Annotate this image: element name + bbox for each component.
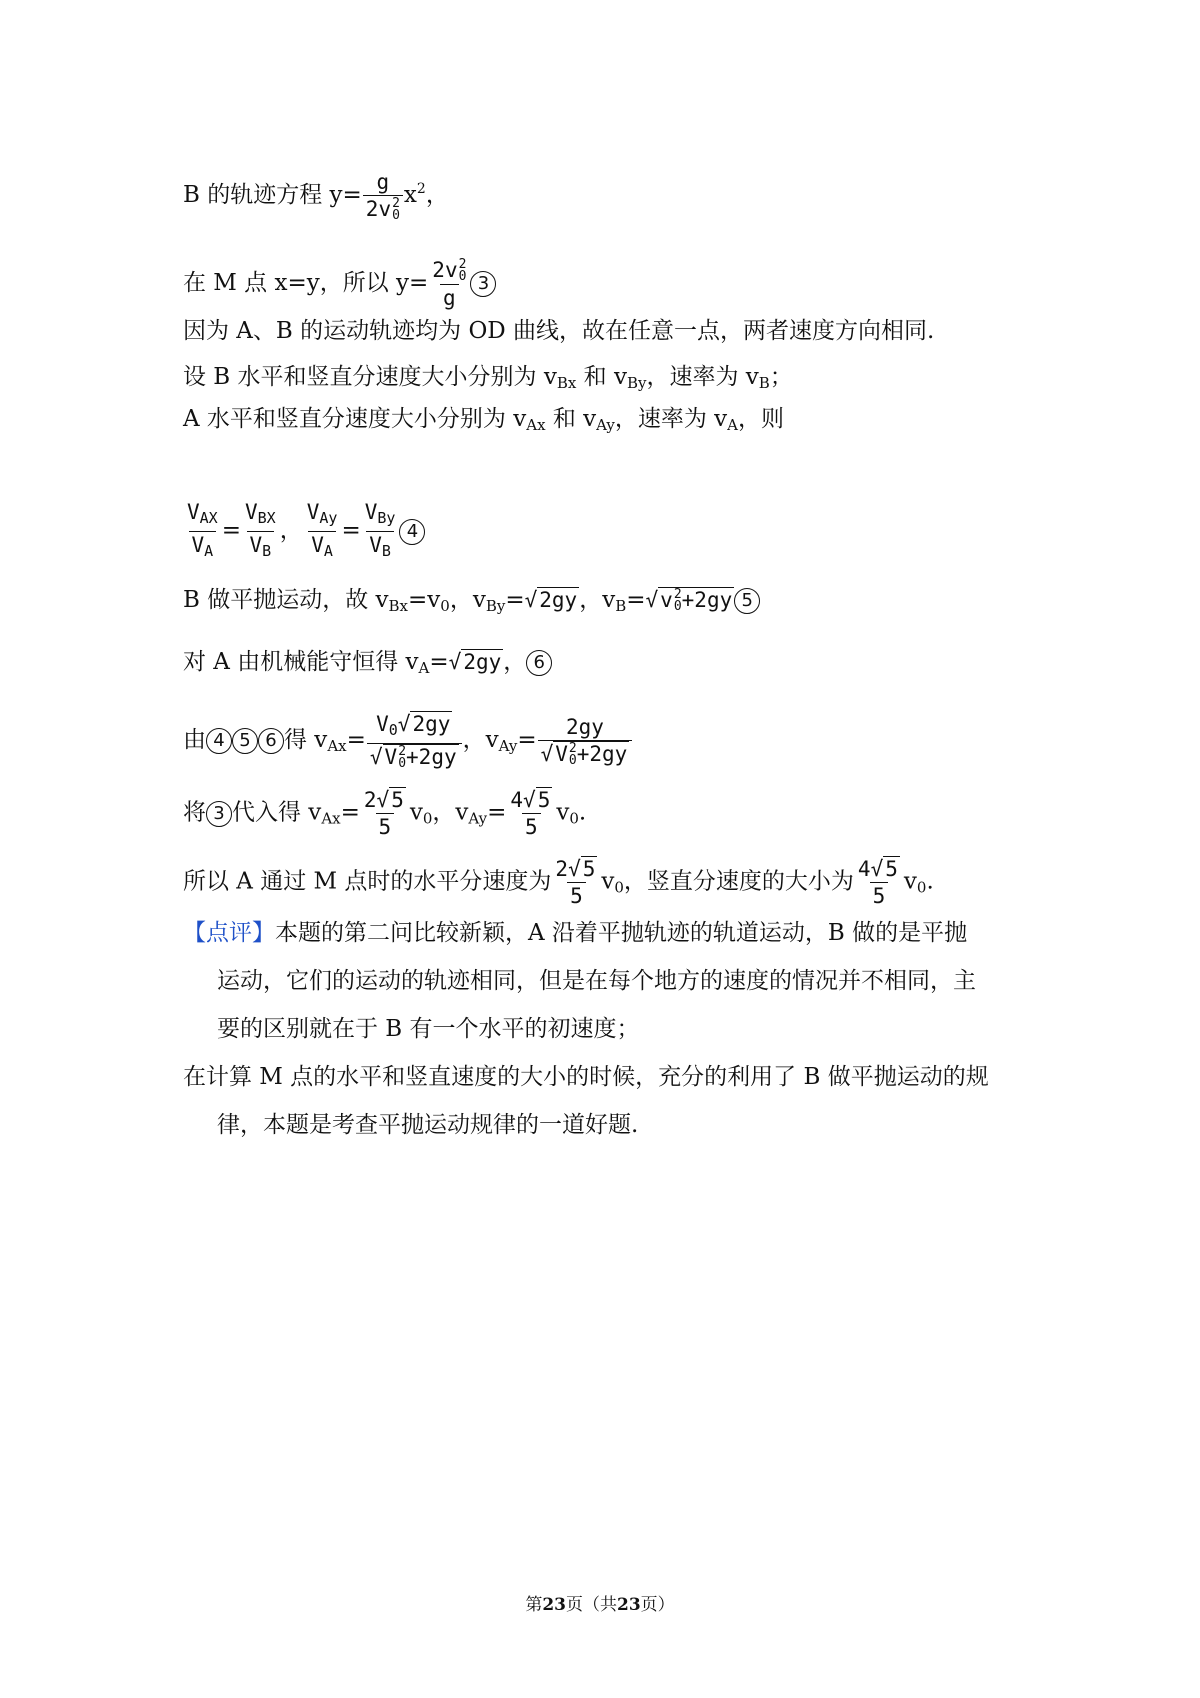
text: B 的轨迹方程 y= bbox=[183, 182, 362, 208]
fraction-2v0sq-over-g bbox=[429, 258, 469, 310]
page-number: 23 bbox=[542, 1595, 566, 1615]
den-sub: 0 bbox=[392, 208, 400, 223]
text: v bbox=[556, 799, 570, 826]
sqrt-v0sq-plus-2gy: √v 2 0 +2gy bbox=[645, 587, 733, 614]
equals: = bbox=[341, 517, 361, 544]
sub: Ax bbox=[321, 809, 341, 828]
text: ，v bbox=[579, 587, 616, 613]
num-coef: 4 bbox=[510, 788, 524, 812]
text: ，v bbox=[462, 727, 499, 753]
text: = bbox=[626, 587, 646, 613]
numerator bbox=[552, 857, 600, 882]
den-sub: A bbox=[204, 542, 214, 560]
num-sub: AX bbox=[199, 509, 218, 527]
x-var: x bbox=[403, 182, 417, 208]
radicand: 5 bbox=[391, 788, 404, 812]
circled-number: 5 bbox=[232, 728, 258, 754]
den-base: V bbox=[191, 533, 205, 557]
text: 由 bbox=[183, 727, 206, 753]
numerator bbox=[242, 500, 279, 531]
sub: 0 bbox=[916, 878, 927, 897]
equals: = bbox=[487, 799, 507, 826]
circled-number: 4 bbox=[399, 519, 425, 545]
punct: ， bbox=[425, 182, 449, 208]
text: ，则 bbox=[738, 406, 785, 432]
line-ratio-equations bbox=[183, 500, 425, 563]
line-same-direction: 因为 A、B 的运动轨迹均为 OD 曲线，故在任意一点，两者速度方向相同. bbox=[183, 318, 935, 344]
text: 代入得 v bbox=[232, 799, 322, 826]
page-footer bbox=[0, 1590, 1200, 1615]
equals: = bbox=[221, 517, 241, 544]
denominator bbox=[189, 531, 217, 563]
den-sub: B bbox=[381, 542, 391, 560]
sub: Bx bbox=[388, 597, 409, 615]
rad-rest: +2gy bbox=[681, 588, 733, 612]
text: = bbox=[429, 649, 449, 675]
den-sub: A bbox=[323, 542, 333, 560]
sub: A bbox=[418, 659, 430, 677]
num-subsup bbox=[459, 259, 467, 283]
num-sqrt: √5 bbox=[870, 857, 898, 881]
rad-sup: 2 bbox=[673, 587, 682, 602]
numerator bbox=[361, 788, 409, 813]
radicand: 2gy bbox=[412, 712, 451, 736]
fraction-g-over-2v0sq bbox=[363, 170, 403, 222]
den-base: 2v bbox=[365, 197, 392, 221]
radicand bbox=[383, 744, 459, 769]
text: ，v bbox=[449, 587, 486, 613]
fraction-4root5-over-5 bbox=[855, 857, 903, 908]
comment-tag: 【点评】 bbox=[183, 920, 275, 946]
numerator bbox=[373, 712, 455, 743]
text: 和 v bbox=[545, 406, 597, 432]
line-conclusion bbox=[183, 857, 934, 908]
text: v bbox=[409, 799, 423, 826]
text: 所以 A 通过 M 点时的水平分速度为 bbox=[183, 868, 552, 895]
line-substitute bbox=[183, 788, 586, 839]
sub: Bx bbox=[556, 374, 577, 392]
numerator bbox=[304, 500, 341, 531]
comment-line-5: 律，本题是考查平抛运动规律的一道好题. bbox=[217, 1112, 639, 1138]
denominator bbox=[308, 531, 336, 563]
num-base: V bbox=[306, 500, 320, 524]
text: ； bbox=[769, 364, 793, 390]
footer-text: 第 bbox=[525, 1595, 543, 1615]
numerator bbox=[855, 857, 903, 882]
denominator: 5 bbox=[870, 882, 889, 908]
num-base: V bbox=[245, 500, 258, 524]
sub: Ay bbox=[468, 809, 488, 828]
radicand: 5 bbox=[582, 857, 596, 881]
text: ，速率为 v bbox=[614, 406, 728, 432]
x-sup: 2 bbox=[416, 181, 426, 197]
text: ，速率为 v bbox=[646, 364, 759, 390]
fraction-vby-vb bbox=[362, 500, 399, 563]
text: v bbox=[601, 868, 615, 895]
num-base: 2v bbox=[432, 258, 458, 282]
punct: ， bbox=[279, 517, 303, 544]
num-sqrt: √5 bbox=[568, 857, 596, 881]
text: 在 M 点 x=y，所以 y= bbox=[183, 270, 429, 296]
comment-line-3: 要的区别就在于 B 有一个水平的初速度； bbox=[217, 1016, 640, 1042]
line-trajectory-equation bbox=[183, 170, 449, 222]
line-b-components bbox=[183, 362, 793, 398]
footer-text: 页） bbox=[640, 1595, 675, 1615]
line-at-point-m bbox=[183, 258, 496, 310]
den-subsup bbox=[392, 198, 400, 222]
text: A 水平和竖直分速度大小分别为 v bbox=[183, 406, 527, 432]
num-base: V bbox=[187, 500, 200, 524]
fraction-vay-expression bbox=[538, 715, 633, 767]
circled-number: 4 bbox=[206, 728, 232, 754]
radicand: 5 bbox=[885, 857, 898, 881]
rad-sup: 2 bbox=[568, 741, 577, 756]
sub: Ax bbox=[526, 416, 546, 434]
fraction-vay-va bbox=[304, 500, 341, 563]
numerator bbox=[507, 788, 555, 813]
text: ，竖直分速度的大小为 bbox=[623, 868, 854, 895]
denominator: 5 bbox=[522, 813, 541, 839]
sub: Ax bbox=[327, 737, 347, 755]
num-sub: Ay bbox=[319, 509, 338, 527]
rad-subsup bbox=[569, 743, 577, 767]
denominator bbox=[247, 531, 275, 563]
sub: B bbox=[758, 374, 770, 392]
text: v bbox=[903, 868, 917, 895]
text: 和 v bbox=[576, 364, 627, 390]
rad-sub: 0 bbox=[398, 756, 407, 771]
radicand: 5 bbox=[537, 788, 551, 812]
line-b-projectile bbox=[183, 585, 760, 621]
text: ， bbox=[503, 649, 527, 675]
rad-sub: 0 bbox=[568, 753, 577, 768]
circled-number: 6 bbox=[258, 728, 284, 754]
fraction-2root5-over-5 bbox=[361, 788, 409, 839]
numerator: 2gy bbox=[565, 715, 604, 739]
den-sqrt: √V 2 0 +2gy bbox=[369, 744, 457, 771]
text: 得 v bbox=[284, 727, 328, 753]
rad-sup: 2 bbox=[398, 744, 407, 759]
text: =v bbox=[408, 587, 441, 613]
fraction-4root5-over-5 bbox=[507, 788, 555, 839]
num-sub: BX bbox=[257, 509, 276, 527]
denominator bbox=[363, 195, 403, 222]
num-sub: By bbox=[377, 509, 396, 527]
circled-number: 3 bbox=[470, 271, 496, 297]
num-coef: 2 bbox=[555, 857, 569, 881]
equals: = bbox=[340, 799, 360, 826]
text: . bbox=[578, 799, 587, 826]
fraction-vax-va bbox=[184, 500, 221, 563]
sub: 0 bbox=[569, 809, 579, 828]
num-base: V bbox=[364, 500, 378, 524]
rad-subsup bbox=[398, 746, 406, 770]
fraction-vbx-vb bbox=[242, 500, 279, 563]
denominator: 5 bbox=[376, 813, 395, 839]
num-sub: 0 bbox=[458, 269, 467, 284]
sub: By bbox=[485, 597, 506, 615]
sqrt-2gy: √2gy bbox=[448, 650, 502, 674]
numerator bbox=[184, 500, 221, 531]
circled-number: 6 bbox=[526, 650, 552, 676]
num-coef: 4 bbox=[857, 857, 871, 881]
text: B 做平抛运动，故 v bbox=[183, 587, 389, 613]
denominator bbox=[366, 531, 394, 563]
rad-sub: 0 bbox=[673, 599, 682, 614]
radicand: 2gy bbox=[463, 650, 502, 674]
num-sub: 0 bbox=[388, 721, 398, 739]
sub: By bbox=[626, 374, 647, 392]
text: 设 B 水平和竖直分速度大小分别为 v bbox=[183, 364, 557, 390]
rad-rest: +2gy bbox=[406, 745, 457, 769]
text: = bbox=[505, 587, 525, 613]
footer-text: 页（共 bbox=[566, 1595, 617, 1615]
line-a-components bbox=[183, 404, 784, 440]
sub: Ay bbox=[596, 416, 615, 434]
total-pages: 23 bbox=[617, 1595, 641, 1615]
num-sqrt: √2gy bbox=[397, 712, 451, 736]
num-coef: 2 bbox=[363, 788, 377, 812]
numerator bbox=[362, 500, 399, 531]
sub: 0 bbox=[614, 878, 624, 897]
text: ，v bbox=[432, 799, 469, 826]
den-base: V bbox=[311, 533, 324, 557]
numerator bbox=[429, 258, 469, 284]
sub: 0 bbox=[440, 597, 450, 615]
den-base: V bbox=[249, 533, 263, 557]
radicand bbox=[553, 741, 629, 766]
line-energy-conservation bbox=[183, 647, 552, 683]
sub: 0 bbox=[422, 809, 433, 828]
rad-rest: +2gy bbox=[576, 742, 628, 766]
sub: A bbox=[727, 416, 739, 434]
denominator: 5 bbox=[567, 882, 586, 908]
comment-line-1 bbox=[183, 918, 967, 948]
circled-number: 5 bbox=[734, 588, 760, 614]
equals: = bbox=[346, 727, 366, 753]
comment-line-2: 运动，它们的运动的轨迹相同，但是在每个地方的速度的情况并不相同，主 bbox=[217, 968, 976, 994]
num-base: V bbox=[376, 712, 389, 736]
num-sqrt: √5 bbox=[376, 788, 404, 812]
num-sqrt: √5 bbox=[523, 788, 551, 812]
sub: B bbox=[615, 597, 627, 615]
denominator: g bbox=[440, 284, 459, 310]
numerator: g bbox=[376, 170, 390, 194]
sqrt-2gy: √2gy bbox=[524, 588, 578, 612]
fraction-2root5-over-5 bbox=[552, 857, 600, 908]
equals: = bbox=[517, 727, 537, 753]
text: 将 bbox=[183, 799, 206, 826]
rad-subsup bbox=[674, 589, 682, 613]
rad-base: v bbox=[660, 588, 673, 612]
text: 对 A 由机械能守恒得 v bbox=[183, 649, 419, 675]
text: . bbox=[926, 868, 934, 895]
circled-number: 3 bbox=[206, 801, 232, 827]
den-sqrt: √V 2 0 +2gy bbox=[540, 741, 628, 768]
rad-base: V bbox=[384, 745, 398, 769]
radicand bbox=[658, 587, 734, 612]
rad-base: V bbox=[555, 742, 568, 766]
denominator bbox=[538, 740, 633, 767]
den-base: V bbox=[369, 533, 382, 557]
denominator bbox=[367, 743, 462, 770]
num-sup: 2 bbox=[458, 257, 467, 272]
comment-line-4: 在计算 M 点的水平和竖直速度的大小的时候，充分的利用了 B 做平抛运动的规 bbox=[183, 1064, 989, 1090]
sub: Ay bbox=[498, 737, 518, 755]
den-sub: B bbox=[262, 542, 272, 560]
radicand: 2gy bbox=[539, 588, 578, 612]
fraction-vax-expression bbox=[367, 712, 462, 770]
den-sup: 2 bbox=[392, 196, 400, 211]
line-derive-vax-vay bbox=[183, 712, 633, 770]
text: 本题的第二问比较新颖，A 沿着平抛轨迹的轨道运动，B 做的是平抛 bbox=[275, 920, 968, 946]
